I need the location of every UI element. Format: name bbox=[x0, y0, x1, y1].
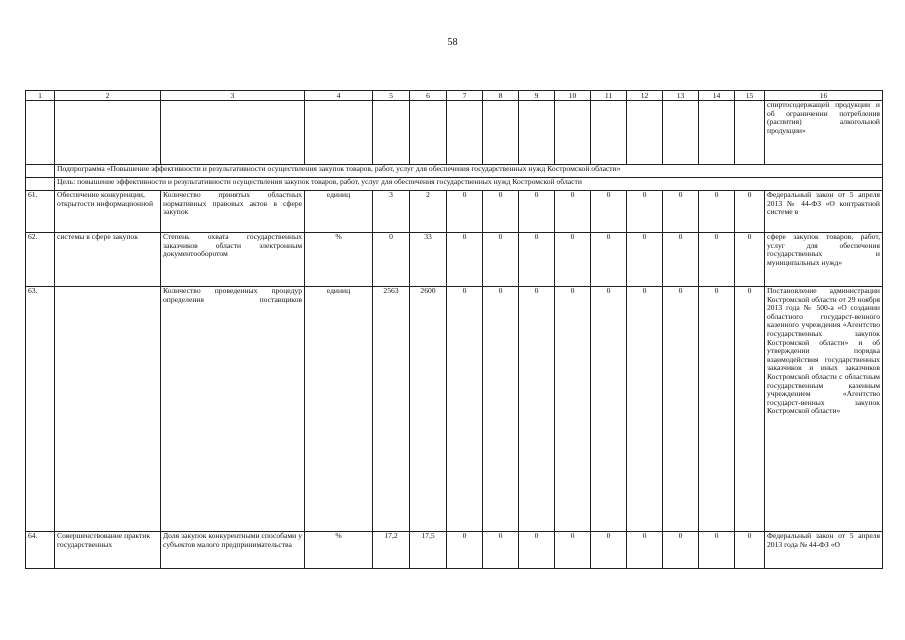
header-row bbox=[26, 91, 883, 101]
header-cell: 13 bbox=[663, 91, 699, 101]
row-number: 64. bbox=[26, 532, 55, 569]
value-cell: 0 bbox=[663, 287, 699, 532]
value-cell: 2 bbox=[410, 191, 447, 233]
value-cell: 0 bbox=[663, 191, 699, 233]
task-cell bbox=[55, 287, 161, 532]
notes-cell: Постановление администрации Костромской области от 29 ноября 2013 года № 500-а «О создании областного государст-венного казенного учреждения «Агентство государственных закупок Костромской области» и об утверждении порядка взаимодействия государственных заказчиков и иных заказчиков Костромской области с областным государственным казенным учреждением «Агентство государст-венных закупок Костромской области» bbox=[765, 287, 883, 532]
table-row bbox=[26, 287, 883, 532]
value-cell: 0 bbox=[483, 287, 519, 532]
value-cell: 0 bbox=[627, 233, 663, 287]
header-cell: 12 bbox=[627, 91, 663, 101]
value-cell: 0 bbox=[519, 233, 555, 287]
value-cell: 2600 bbox=[410, 287, 447, 532]
value-cell: 0 bbox=[555, 233, 591, 287]
header-cell: 15 bbox=[735, 91, 765, 101]
header-cell: 14 bbox=[699, 91, 735, 101]
subprogram-row bbox=[26, 165, 883, 178]
header-cell: 8 bbox=[483, 91, 519, 101]
task-cell: системы в сфере закупок bbox=[55, 233, 161, 287]
row-number: 63. bbox=[26, 287, 55, 532]
value-cell: 0 bbox=[699, 287, 735, 532]
indicator-cell: Доля закупок конкурентными способами у субъектов малого предпринимательства bbox=[161, 532, 305, 569]
value-cell: 0 bbox=[519, 287, 555, 532]
value-cell: 0 bbox=[699, 532, 735, 569]
value-cell: 0 bbox=[591, 287, 627, 532]
value-cell: 2563 bbox=[373, 287, 410, 532]
value-cell: 17,2 bbox=[373, 532, 410, 569]
value-cell: 0 bbox=[483, 233, 519, 287]
header-cell: 3 bbox=[161, 91, 305, 101]
value-cell: 0 bbox=[699, 191, 735, 233]
continuation-row bbox=[26, 101, 883, 165]
value-cell: 0 bbox=[591, 233, 627, 287]
table-row bbox=[26, 233, 883, 287]
task-cell: Обеспечение конкуренции, открытости информационной bbox=[55, 191, 161, 233]
header-cell: 11 bbox=[591, 91, 627, 101]
value-cell: 0 bbox=[699, 233, 735, 287]
value-cell: 0 bbox=[447, 233, 483, 287]
task-cell: Совершенствование практик государственных bbox=[55, 532, 161, 569]
value-cell: 0 bbox=[483, 532, 519, 569]
notes-cell: спиртосодержащей продукции и об ограничении потребления (распития) алкогольной продукции» bbox=[765, 101, 883, 165]
value-cell: 0 bbox=[735, 287, 765, 532]
indicator-cell: Количество принятых областных нормативных правовых актов в сфере закупок bbox=[161, 191, 305, 233]
indicator-cell: Степень охвата государственных заказчиков области электронным документооборотом bbox=[161, 233, 305, 287]
unit-cell: % bbox=[305, 532, 373, 569]
table-row bbox=[26, 532, 883, 569]
value-cell: 3 bbox=[373, 191, 410, 233]
value-cell: 0 bbox=[519, 532, 555, 569]
value-cell: 0 bbox=[591, 532, 627, 569]
value-cell: 0 bbox=[555, 191, 591, 233]
unit-cell: единиц bbox=[305, 287, 373, 532]
value-cell: 0 bbox=[627, 532, 663, 569]
subprogram-title: Подпрограмма «Повышение эффективности и результативности осуществления закупок товаров, работ, услуг для обеспечения государственных нужд Костромской области» bbox=[55, 165, 883, 178]
header-cell: 9 bbox=[519, 91, 555, 101]
header-cell: 1 bbox=[26, 91, 55, 101]
indicator-cell: Количество проведенных процедур определения поставщиков bbox=[161, 287, 305, 532]
notes-cell: сфере закупок товаров, работ, услуг для обеспечения государственных и муниципальных нужд» bbox=[765, 233, 883, 287]
page-number: 58 bbox=[447, 37, 458, 48]
value-cell: 0 bbox=[627, 191, 663, 233]
row-number: 62. bbox=[26, 233, 55, 287]
value-cell: 0 bbox=[627, 287, 663, 532]
notes-cell: Федеральный закон от 5 апреля 2013 № 44-ФЗ «О контрактной системе в bbox=[765, 191, 883, 233]
value-cell: 0 bbox=[591, 191, 627, 233]
header-cell: 6 bbox=[410, 91, 447, 101]
unit-cell: единиц bbox=[305, 191, 373, 233]
header-cell: 10 bbox=[555, 91, 591, 101]
value-cell: 0 bbox=[447, 287, 483, 532]
indicators-table bbox=[25, 90, 883, 569]
value-cell: 0 bbox=[735, 233, 765, 287]
header-cell: 16 bbox=[765, 91, 883, 101]
value-cell: 0 bbox=[663, 532, 699, 569]
value-cell: 0 bbox=[663, 233, 699, 287]
header-cell: 5 bbox=[373, 91, 410, 101]
goal-row bbox=[26, 178, 883, 191]
value-cell: 0 bbox=[447, 532, 483, 569]
value-cell: 33 bbox=[410, 233, 447, 287]
value-cell: 17,5 bbox=[410, 532, 447, 569]
value-cell: 0 bbox=[447, 191, 483, 233]
value-cell: 0 bbox=[555, 287, 591, 532]
value-cell: 0 bbox=[555, 532, 591, 569]
value-cell: 0 bbox=[483, 191, 519, 233]
header-cell: 4 bbox=[305, 91, 373, 101]
goal-title: Цель: повышение эффективности и результативности осуществления закупок товаров, работ, услуг для обеспечения государственных нужд Костромской области bbox=[55, 178, 883, 191]
row-number: 61. bbox=[26, 191, 55, 233]
table-row bbox=[26, 191, 883, 233]
value-cell: 0 bbox=[735, 191, 765, 233]
header-cell: 7 bbox=[447, 91, 483, 101]
header-cell: 2 bbox=[55, 91, 161, 101]
value-cell: 0 bbox=[735, 532, 765, 569]
notes-cell: Федеральный закон от 5 апреля 2013 года № 44-ФЗ «О bbox=[765, 532, 883, 569]
unit-cell: % bbox=[305, 233, 373, 287]
value-cell: 0 bbox=[519, 191, 555, 233]
value-cell: 0 bbox=[373, 233, 410, 287]
